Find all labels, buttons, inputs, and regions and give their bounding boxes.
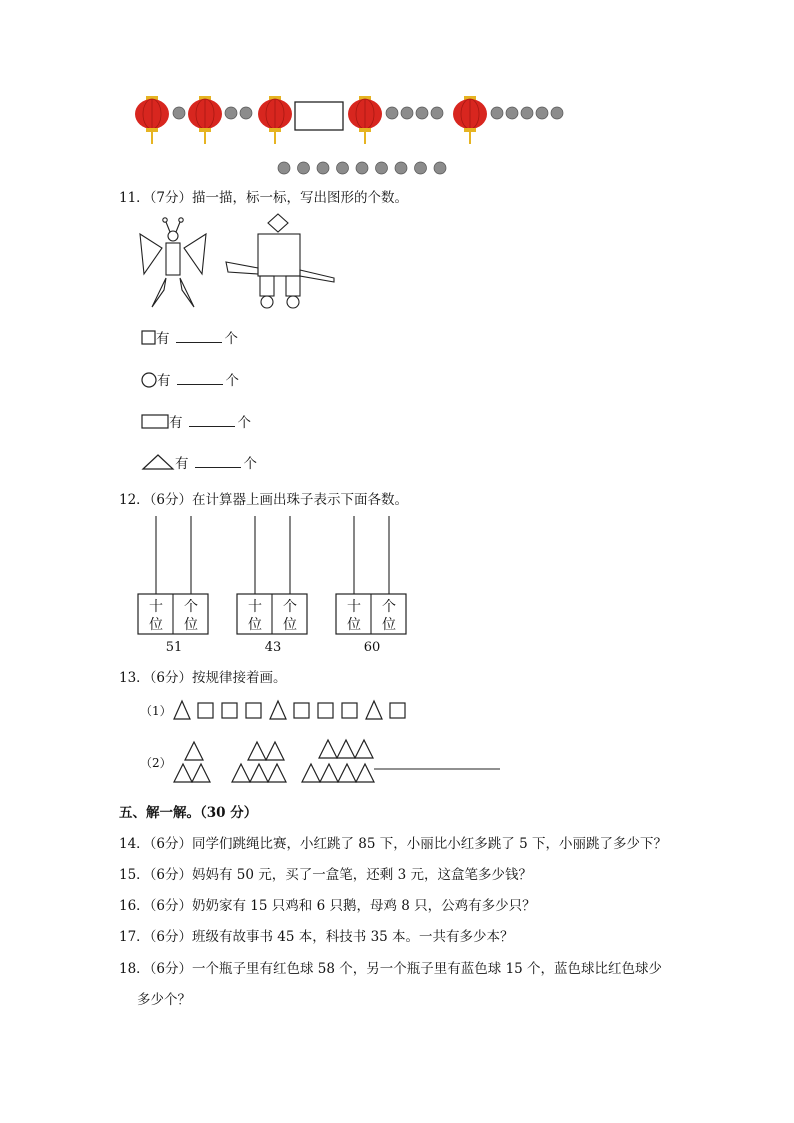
robot-figure <box>226 214 334 308</box>
bead-icon <box>536 107 548 119</box>
unit-label: 个 <box>225 373 239 389</box>
bead-icon <box>240 107 252 119</box>
pattern-part-1 <box>172 698 412 722</box>
bead-icon <box>521 107 533 119</box>
bead-icon <box>401 107 413 119</box>
triangle-icon <box>250 764 268 782</box>
triangle-icon <box>248 742 266 760</box>
answer-label: 有 <box>175 456 189 472</box>
question-16: 16．（6分）奶奶家有 15 只鸡和 6 只鹅，母鸡 8 只，公鸡有多少只？ <box>119 898 536 914</box>
lantern-icon <box>188 96 222 144</box>
abacus-number: 43 <box>264 640 282 655</box>
square-icon <box>222 703 237 718</box>
abacus-number: 51 <box>165 640 183 655</box>
bead-icon <box>431 107 443 119</box>
unit-label: 个 <box>224 331 238 347</box>
bead-icon <box>386 107 398 119</box>
answer-blank[interactable] <box>176 330 222 343</box>
bead-icon <box>395 162 407 174</box>
pattern-part-2-label: （2） <box>140 756 172 770</box>
ones-place-label: 个 <box>382 599 396 615</box>
answer-rectangle-count <box>141 411 251 431</box>
ones-place-label: 位 <box>184 617 198 633</box>
bead-icon <box>551 107 563 119</box>
tens-place-label: 十 <box>248 599 262 615</box>
triangle-icon <box>141 454 175 470</box>
triangle-icon <box>174 764 192 782</box>
bead-icon <box>416 107 428 119</box>
abacus-number: 60 <box>363 640 381 655</box>
bead-icon <box>278 162 290 174</box>
ones-place-label: 位 <box>382 617 396 633</box>
square-icon <box>246 703 261 718</box>
bead-icon <box>376 162 388 174</box>
pattern-part-1-label: （1） <box>140 704 172 718</box>
lantern-pattern-figure <box>130 92 590 180</box>
triangle-icon <box>232 764 250 782</box>
answer-circle-count <box>141 369 239 389</box>
bead-icon <box>356 162 368 174</box>
question-18-continued: 多少个？ <box>137 992 191 1008</box>
bead-icon <box>434 162 446 174</box>
bead-icon <box>298 162 310 174</box>
circle-icon <box>141 372 157 388</box>
triangle-icon <box>192 764 210 782</box>
triangle-icon <box>366 701 382 719</box>
square-icon <box>390 703 405 718</box>
question-17: 17．（6分）班级有故事书 45 本，科技书 35 本。一共有多少本？ <box>119 929 514 945</box>
lantern-icon <box>258 96 292 144</box>
answer-box[interactable] <box>295 102 343 130</box>
answer-blank[interactable] <box>177 372 223 385</box>
answer-label: 有 <box>156 331 170 347</box>
triangle-icon <box>302 764 320 782</box>
answer-label: 有 <box>169 415 183 431</box>
bead-icon <box>415 162 427 174</box>
answer-triangle-count <box>141 452 257 472</box>
square-icon <box>342 703 357 718</box>
bead-icon <box>317 162 329 174</box>
triangle-icon <box>174 701 190 719</box>
square-icon <box>294 703 309 718</box>
tens-place-label: 十 <box>149 599 163 615</box>
question-12: 12．（6分）在计算器上画出珠子表示下面各数。 <box>119 492 409 508</box>
square-icon <box>141 330 156 345</box>
section-5-title: 五、解一解。（30 分） <box>119 805 258 821</box>
triangle-icon <box>337 740 355 758</box>
triangle-icon <box>320 764 338 782</box>
bead-icon <box>491 107 503 119</box>
butterfly-figure <box>140 218 206 307</box>
triangle-icon <box>185 742 203 760</box>
triangle-icon <box>266 742 284 760</box>
bead-icon <box>173 107 185 119</box>
tens-place-label: 位 <box>248 617 262 633</box>
tens-place-label: 位 <box>149 617 163 633</box>
answer-blank[interactable] <box>189 414 235 427</box>
answer-label: 有 <box>157 373 171 389</box>
bead-icon <box>506 107 518 119</box>
bead-icon <box>337 162 349 174</box>
shape-figures <box>136 212 341 317</box>
answer-square-count <box>141 327 238 347</box>
lantern-icon <box>348 96 382 144</box>
question-15: 15．（6分）妈妈有 50 元，买了一盒笔，还剩 3 元，这盒笔多少钱？ <box>119 867 532 883</box>
bead-icon <box>225 107 237 119</box>
triangle-icon <box>356 764 374 782</box>
unit-label: 个 <box>243 456 257 472</box>
triangle-icon <box>319 740 337 758</box>
triangle-icon <box>355 740 373 758</box>
square-icon <box>198 703 213 718</box>
unit-label: 个 <box>237 415 251 431</box>
lantern-icon <box>453 96 487 144</box>
question-18: 18．（6分）一个瓶子里有红色球 58 个，另一个瓶子里有蓝色球 15 个，蓝色球比红色球少 <box>119 961 663 977</box>
triangle-icon <box>270 701 286 719</box>
lantern-icon <box>135 96 169 144</box>
ones-place-label: 个 <box>184 599 198 615</box>
pattern-part-2 <box>172 736 507 788</box>
triangle-icon <box>268 764 286 782</box>
question-11: 11．（7分）描一描，标一标，写出图形的个数。 <box>119 190 409 206</box>
rectangle-icon <box>141 414 169 429</box>
square-icon <box>318 703 333 718</box>
tens-place-label: 位 <box>347 617 361 633</box>
question-14: 14．（6分）同学们跳绳比赛，小红跳了 85 下，小丽比小红多跳了 5 下，小丽跳了多少下？ <box>119 836 667 852</box>
tens-place-label: 十 <box>347 599 361 615</box>
ones-place-label: 个 <box>283 599 297 615</box>
triangle-icon <box>338 764 356 782</box>
answer-blank[interactable] <box>195 455 241 468</box>
ones-place-label: 位 <box>283 617 297 633</box>
question-13: 13．（6分）按规律接着画。 <box>119 670 287 686</box>
